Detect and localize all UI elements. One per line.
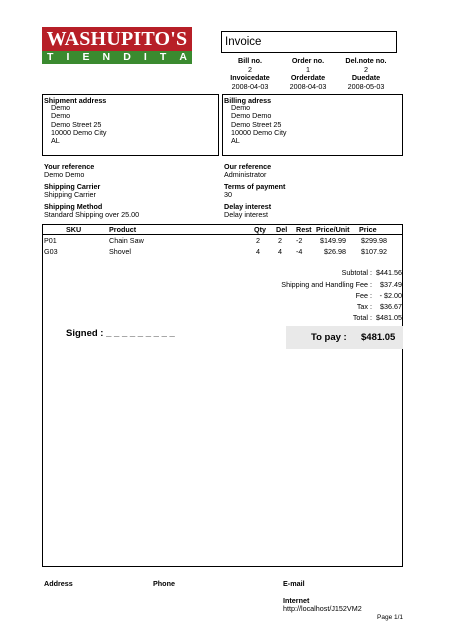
billing-address-lines [231,104,287,145]
delnote-block [336,57,396,91]
fee-value: - $2.00 [379,291,402,300]
footer-address-label: Address [44,579,73,588]
billing-address-box [222,94,403,156]
logo-letter: A [179,51,187,63]
shipping-carrier-value: Shipping Carrier [44,190,96,199]
to-pay-label: To pay : [311,332,347,343]
your-reference-value: Demo Demo [44,170,85,179]
delay-interest-value: Delay interest [224,210,268,219]
shipment-line: Demo [51,111,71,121]
shipping-fee-value: $37.49 [380,280,402,289]
shipping-method-label: Shipping Method [44,202,103,211]
shipment-address-title: Shipment address [44,96,107,105]
col-price-unit: Price/Unit [316,225,350,234]
cell-rest: -2 [296,236,303,245]
footer-email-label: E-mail [283,579,305,588]
bill-no-block [220,57,280,91]
tax-value: $36.67 [380,302,402,311]
orderdate-label: Orderdate [290,73,326,83]
page-number: Page 1/1 [377,614,404,621]
shipment-address-box [42,94,219,156]
bill-no-value: 2 [248,64,252,74]
cell-price: $107.92 [361,247,387,256]
footer-internet-label: Internet [283,596,310,605]
your-reference-label: Your reference [44,162,95,171]
logo-letter: D [123,51,131,63]
cell-product: Shovel [109,247,131,256]
shipping-carrier-label: Shipping Carrier [44,182,101,191]
shipment-address-lines [51,104,107,145]
table-row [42,247,402,256]
billing-line: Demo [231,103,251,112]
col-rest: Rest [296,225,312,234]
shipment-line: Demo [51,103,71,112]
delnote-value: 2 [364,64,368,74]
delnote-label: Del.note no. [345,56,387,65]
invoice-title-box [221,31,397,53]
order-no-value: 1 [306,64,310,74]
cell-rest: -4 [296,247,303,256]
terms-value: 30 [224,190,232,199]
cell-del: 4 [278,247,282,256]
logo-subtitle [42,51,192,64]
cell-price-unit: $26.98 [324,247,346,256]
fee-label: Fee : [355,291,372,300]
billing-line: AL [231,136,240,146]
cell-del: 2 [278,236,282,245]
invoicedate-value: 2008-04-03 [231,81,269,91]
billing-line: Demo Street 25 [231,119,282,129]
billing-address-title: Billing adress [224,96,272,105]
to-pay-box [286,326,403,349]
col-del: Del [276,225,288,234]
invoice-title: Invoice [225,36,262,48]
shipping-fee-label: Shipping and Handling Fee : [281,280,372,289]
billing-line: Demo Demo [231,111,272,121]
delay-interest-label: Delay interest [224,202,272,211]
subtotal-value: $441.56 [376,268,402,277]
orderdate-value: 2008-04-03 [289,81,327,91]
header-divider [42,234,403,235]
col-sku: SKU [66,225,82,234]
col-product: Product [109,225,137,234]
table-header [42,225,402,234]
shipping-method-value: Standard Shipping over 25.00 [44,210,140,219]
duedate-value: 2008-05-03 [347,81,385,91]
billing-line: 10000 Demo City [231,127,287,137]
logo-letter: I [143,51,147,63]
cell-price-unit: $149.99 [320,236,346,245]
col-qty: Qty [254,225,266,234]
order-no-block [278,57,338,91]
our-reference-label: Our reference [224,162,272,171]
logo-letter: E [82,51,90,63]
cell-qty: 2 [256,236,260,245]
logo-letter: N [102,51,111,63]
to-pay-value: $481.05 [361,332,396,343]
our-reference-value: Administrator [224,170,267,179]
bill-no-label: Bill no. [238,56,262,65]
footer-phone-label: Phone [153,579,175,588]
col-price: Price [359,225,377,234]
total-label: Total : [352,313,372,322]
cell-price: $299.98 [361,236,387,245]
duedate-label: Duedate [351,73,381,83]
terms-label: Terms of payment [224,182,286,191]
invoicedate-label: Invoicedate [230,73,270,83]
subtotal-label: Subtotal : [341,268,372,277]
shipment-line: Demo Street 25 [51,119,102,129]
table-row [42,236,402,245]
footer-internet-link[interactable]: http://localhost/J152VM2 [283,604,362,613]
signed-line: Signed : _ _ _ _ _ _ _ _ _ [66,328,175,339]
cell-sku: P01 [44,236,57,245]
logo-letter: T [159,51,167,63]
cell-qty: 4 [256,247,260,256]
shipment-line: AL [51,136,60,146]
cell-sku: G03 [44,247,58,256]
logo-brand: WASHUPITO'S [42,27,192,51]
cell-product: Chain Saw [109,236,144,245]
shipment-line: 10000 Demo City [51,127,107,137]
logo-letter: I [66,51,70,63]
total-value: $481.05 [376,313,402,322]
order-no-label: Order no. [291,56,325,65]
tax-label: Tax : [356,302,372,311]
logo-letter: T [47,51,54,63]
